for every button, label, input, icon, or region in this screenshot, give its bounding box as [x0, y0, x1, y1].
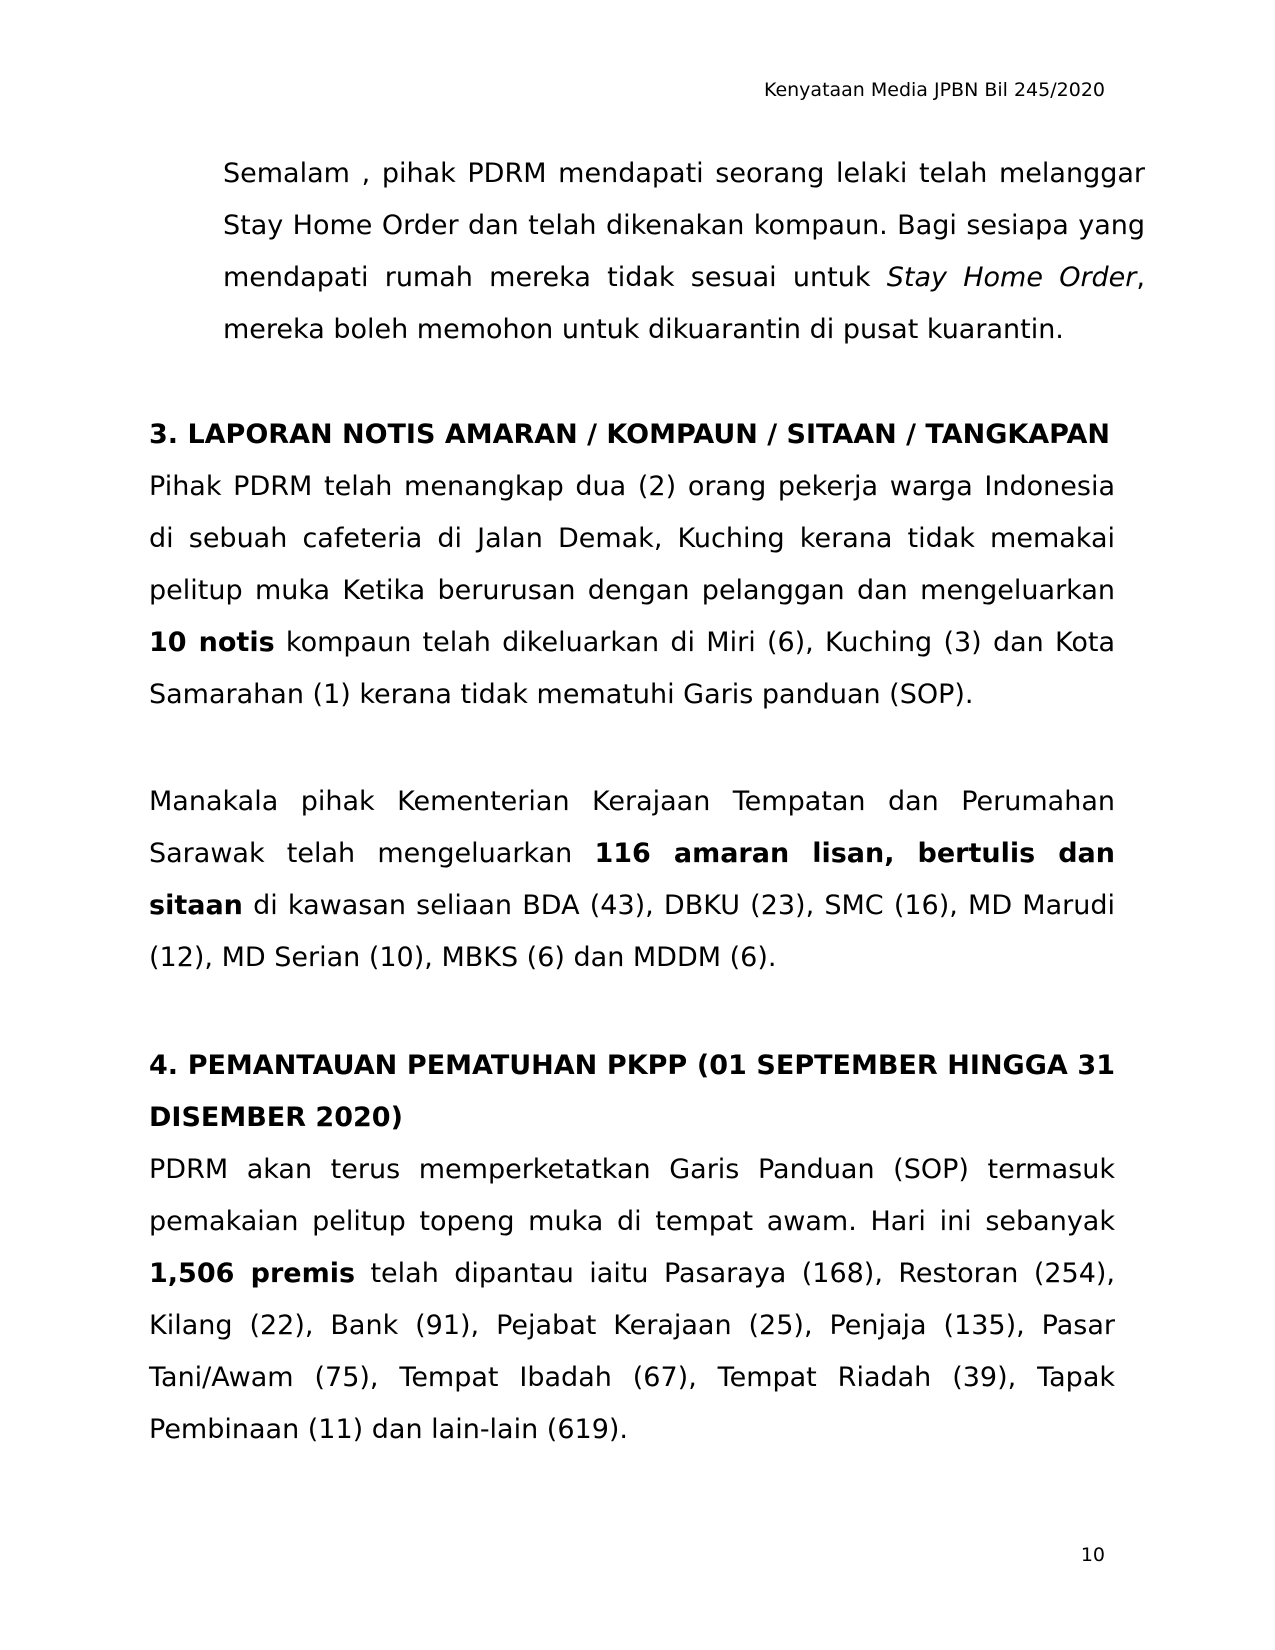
s3p1-text-1: Pihak PDRM telah menangkap dua (2) orang pekerja warga Indonesia di sebuah cafeteria di Jalan Demak, Kuching kerana tidak memakai pelitup muka Ketika berurusan dengan pelanggan dan mengeluarkan	[149, 471, 1115, 606]
page-number: 10	[1080, 1544, 1105, 1566]
s4p-text-2: telah dipantau iaitu Pasaraya (168), Restoran (254), Kilang (22), Bank (91), Pejabat Kerajaan (25), Penjaja (135), Pasar Tani/Awam (75), Tempat Ibadah (67), Tempat Riadah (39), Tapak Pembinaan (11) dan lain-lain (619).	[149, 1258, 1116, 1445]
s4p-text-1: PDRM akan terus memperketatkan Garis Panduan (SOP) termasuk pemakaian pelitup topeng muka di tempat awam. Hari ini sebanyak	[149, 1154, 1115, 1237]
section-3-paragraph-2	[149, 776, 1115, 984]
document-header: Kenyataan Media JPBN Bil 245/2020	[763, 79, 1105, 101]
s3p1-text-2: kompaun telah dikeluarkan di Miri (6), Kuching (3) dan Kota Samarahan (1) kerana tidak mematuhi Garis panduan (SOP).	[149, 627, 1115, 710]
intro-paragraph	[223, 148, 1145, 356]
intro-text-1: Semalam , pihak PDRM mendapati seorang lelaki telah melanggar Stay Home Order dan telah dikenakan kompaun. Bagi sesiapa yang mendapati rumah mereka tidak sesuai untuk	[223, 158, 1145, 293]
intro-italic-text: Stay Home Order	[886, 262, 1137, 293]
s4p-bold-text: 1,506 premis	[149, 1258, 356, 1289]
s3p1-bold-text: 10 notis	[149, 627, 275, 658]
section-3-paragraph-1	[149, 461, 1115, 721]
s3p2-text-2: di kawasan seliaan BDA (43), DBKU (23), SMC (16), MD Marudi (12), MD Serian (10), MBKS (6) dan MDDM (6).	[149, 890, 1115, 973]
section-4-heading: 4. PEMANTAUAN PEMATUHAN PKPP (01 SEPTEMBER HINGGA 31 DISEMBER 2020)	[149, 1050, 1115, 1133]
s3p2-bold-text: 116 amaran lisan, bertulis dan sitaan	[149, 838, 1115, 921]
intro-text-2: , mereka boleh memohon untuk dikuarantin di pusat kuarantin.	[223, 262, 1145, 345]
section-3-heading: 3. LAPORAN NOTIS AMARAN / KOMPAUN / SITAAN / TANGKAPAN	[149, 419, 1110, 450]
s3p2-text-1: Manakala pihak Kementerian Kerajaan Tempatan dan Perumahan Sarawak telah mengeluarkan	[149, 786, 1115, 869]
section-4-paragraph	[149, 1144, 1115, 1456]
